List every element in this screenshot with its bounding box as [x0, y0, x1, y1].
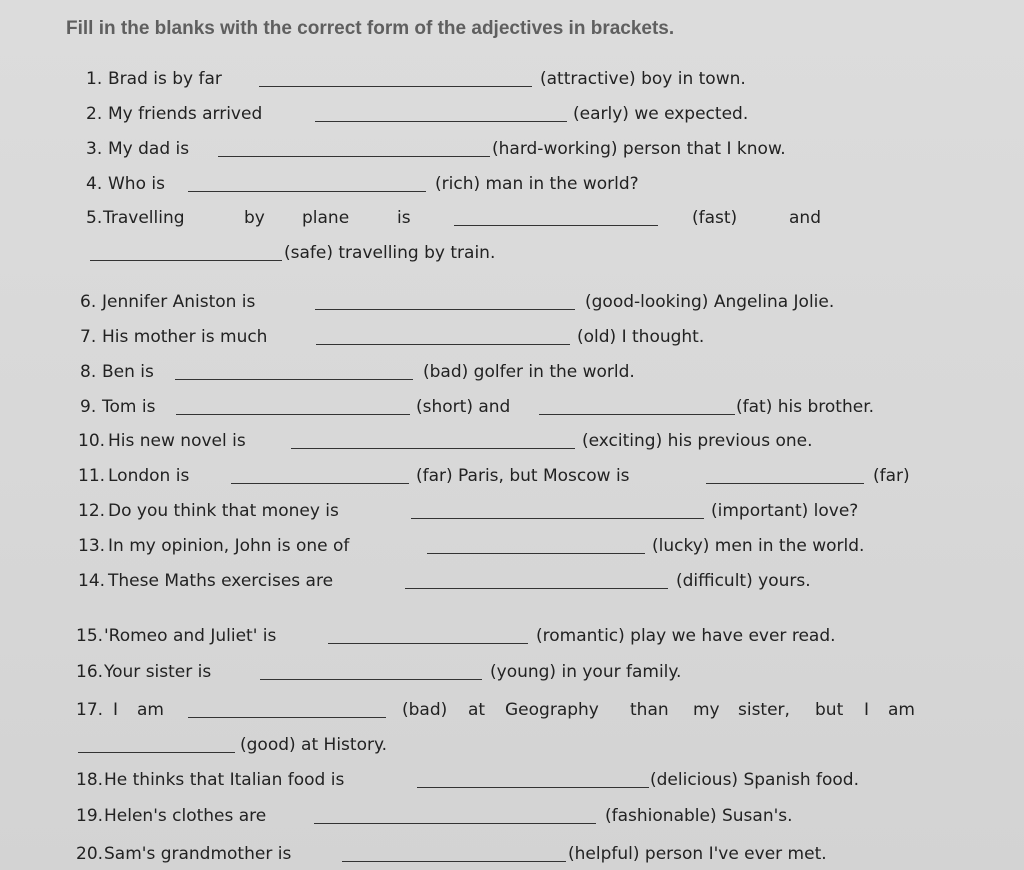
answer-blank[interactable] [188, 191, 426, 192]
adjective-hint: (rich) man in the world? [435, 174, 639, 194]
sentence-start: Who is [108, 174, 165, 194]
answer-blank[interactable] [316, 344, 570, 345]
answer-blank[interactable] [260, 679, 482, 680]
item-number: 7. [80, 327, 97, 347]
sentence-start: These Maths exercises are [108, 571, 334, 591]
sentence-word: and [789, 208, 821, 228]
item-number: 19. [76, 806, 104, 826]
sentence-start: My dad is [108, 139, 190, 159]
adjective-hint: (old) I thought. [577, 327, 705, 347]
sentence-start: Tom is [102, 397, 156, 417]
item-number: 10. [78, 431, 106, 451]
adjective-hint: (romantic) play we have ever read. [536, 626, 836, 646]
answer-blank[interactable] [315, 309, 575, 310]
sentence-word: Travelling [103, 208, 185, 228]
sentence-word: I [864, 700, 870, 720]
sentence-start: London is [108, 466, 190, 486]
item-number: 14. [78, 571, 106, 591]
sentence-start: Do you think that money is [108, 501, 339, 521]
sentence-word: I [113, 700, 119, 720]
answer-blank[interactable] [176, 414, 410, 415]
item-number: 18. [76, 770, 104, 790]
sentence-word: by [244, 208, 265, 228]
instruction-heading: Fill in the blanks with the correct form of the adjectives in brackets. [66, 18, 675, 39]
sentence-word: but [815, 700, 844, 720]
adjective-hint: (good-looking) Angelina Jolie. [585, 292, 835, 312]
adjective-hint: (early) we expected. [573, 104, 749, 124]
adjective-hint: (safe) travelling by train. [284, 243, 496, 263]
answer-blank[interactable] [78, 752, 235, 753]
item-number: 9. [80, 397, 97, 417]
sentence-start: In my opinion, John is one of [108, 536, 350, 556]
adjective-hint: (young) in your family. [490, 662, 682, 682]
item-number: 3. [86, 139, 103, 159]
item-number: 6. [80, 292, 97, 312]
sentence-start: Your sister is [104, 662, 212, 682]
sentence-start: Ben is [102, 362, 154, 382]
adjective-hint: (exciting) his previous one. [582, 431, 813, 451]
item-number: 20. [76, 844, 104, 864]
answer-blank[interactable] [706, 483, 864, 484]
answer-blank[interactable] [231, 483, 409, 484]
item-number: 11. [78, 466, 106, 486]
sentence-start: Jennifer Aniston is [102, 292, 256, 312]
item-number: 8. [80, 362, 97, 382]
sentence-start: My friends arrived [108, 104, 263, 124]
adjective-hint: (far) Paris, but Moscow is [416, 466, 630, 486]
answer-blank[interactable] [427, 553, 645, 554]
sentence-start: His mother is much [102, 327, 268, 347]
adjective-hint: (important) love? [711, 501, 859, 521]
adjective-hint: (good) at History. [240, 735, 387, 755]
answer-blank[interactable] [539, 414, 735, 415]
sentence-word: at [468, 700, 486, 720]
adjective-hint: (attractive) boy in town. [540, 69, 746, 89]
adjective-hint: (short) and [416, 397, 511, 417]
adjective-hint: (difficult) yours. [676, 571, 811, 591]
adjective-hint: (fast) [692, 208, 738, 228]
item-number: 4. [86, 174, 103, 194]
answer-blank[interactable] [405, 588, 668, 589]
answer-blank[interactable] [90, 260, 282, 261]
sentence-word: sister, [738, 700, 790, 720]
item-number: 16. [76, 662, 104, 682]
answer-blank[interactable] [315, 121, 567, 122]
adjective-hint: (hard-working) person that I know. [492, 139, 786, 159]
sentence-start: His new novel is [108, 431, 246, 451]
answer-blank[interactable] [342, 861, 566, 862]
item-number: 17. [76, 700, 104, 720]
adjective-hint: (fat) his brother. [736, 397, 875, 417]
answer-blank[interactable] [259, 86, 532, 87]
item-number: 15. [76, 626, 104, 646]
adjective-hint: (bad) golfer in the world. [423, 362, 635, 382]
adjective-hint: (bad) [402, 700, 448, 720]
adjective-hint: (far) [873, 466, 910, 486]
sentence-word: my [693, 700, 720, 720]
adjective-hint: (helpful) person I've ever met. [568, 844, 827, 864]
item-number: 12. [78, 501, 106, 521]
answer-blank[interactable] [411, 518, 704, 519]
sentence-word: is [397, 208, 411, 228]
sentence-word: than [630, 700, 669, 720]
sentence-start: Brad is by far [108, 69, 222, 89]
sentence-word: am [888, 700, 915, 720]
answer-blank[interactable] [328, 643, 528, 644]
answer-blank[interactable] [314, 823, 596, 824]
item-number: 2. [86, 104, 103, 124]
sentence-start: 'Romeo and Juliet' is [104, 626, 277, 646]
sentence-start: He thinks that Italian food is [104, 770, 345, 790]
adjective-hint: (fashionable) Susan's. [605, 806, 793, 826]
sentence-word: Geography [505, 700, 599, 720]
answer-blank[interactable] [454, 225, 658, 226]
item-number: 5. [86, 208, 103, 228]
sentence-start: Sam's grandmother is [104, 844, 292, 864]
answer-blank[interactable] [417, 787, 649, 788]
sentence-start: Helen's clothes are [104, 806, 267, 826]
sentence-word: am [137, 700, 164, 720]
answer-blank[interactable] [291, 448, 575, 449]
adjective-hint: (lucky) men in the world. [652, 536, 865, 556]
item-number: 1. [86, 69, 103, 89]
answer-blank[interactable] [218, 156, 490, 157]
answer-blank[interactable] [175, 379, 413, 380]
item-number: 13. [78, 536, 106, 556]
answer-blank[interactable] [188, 717, 386, 718]
sentence-word: plane [302, 208, 350, 228]
adjective-hint: (delicious) Spanish food. [650, 770, 859, 790]
